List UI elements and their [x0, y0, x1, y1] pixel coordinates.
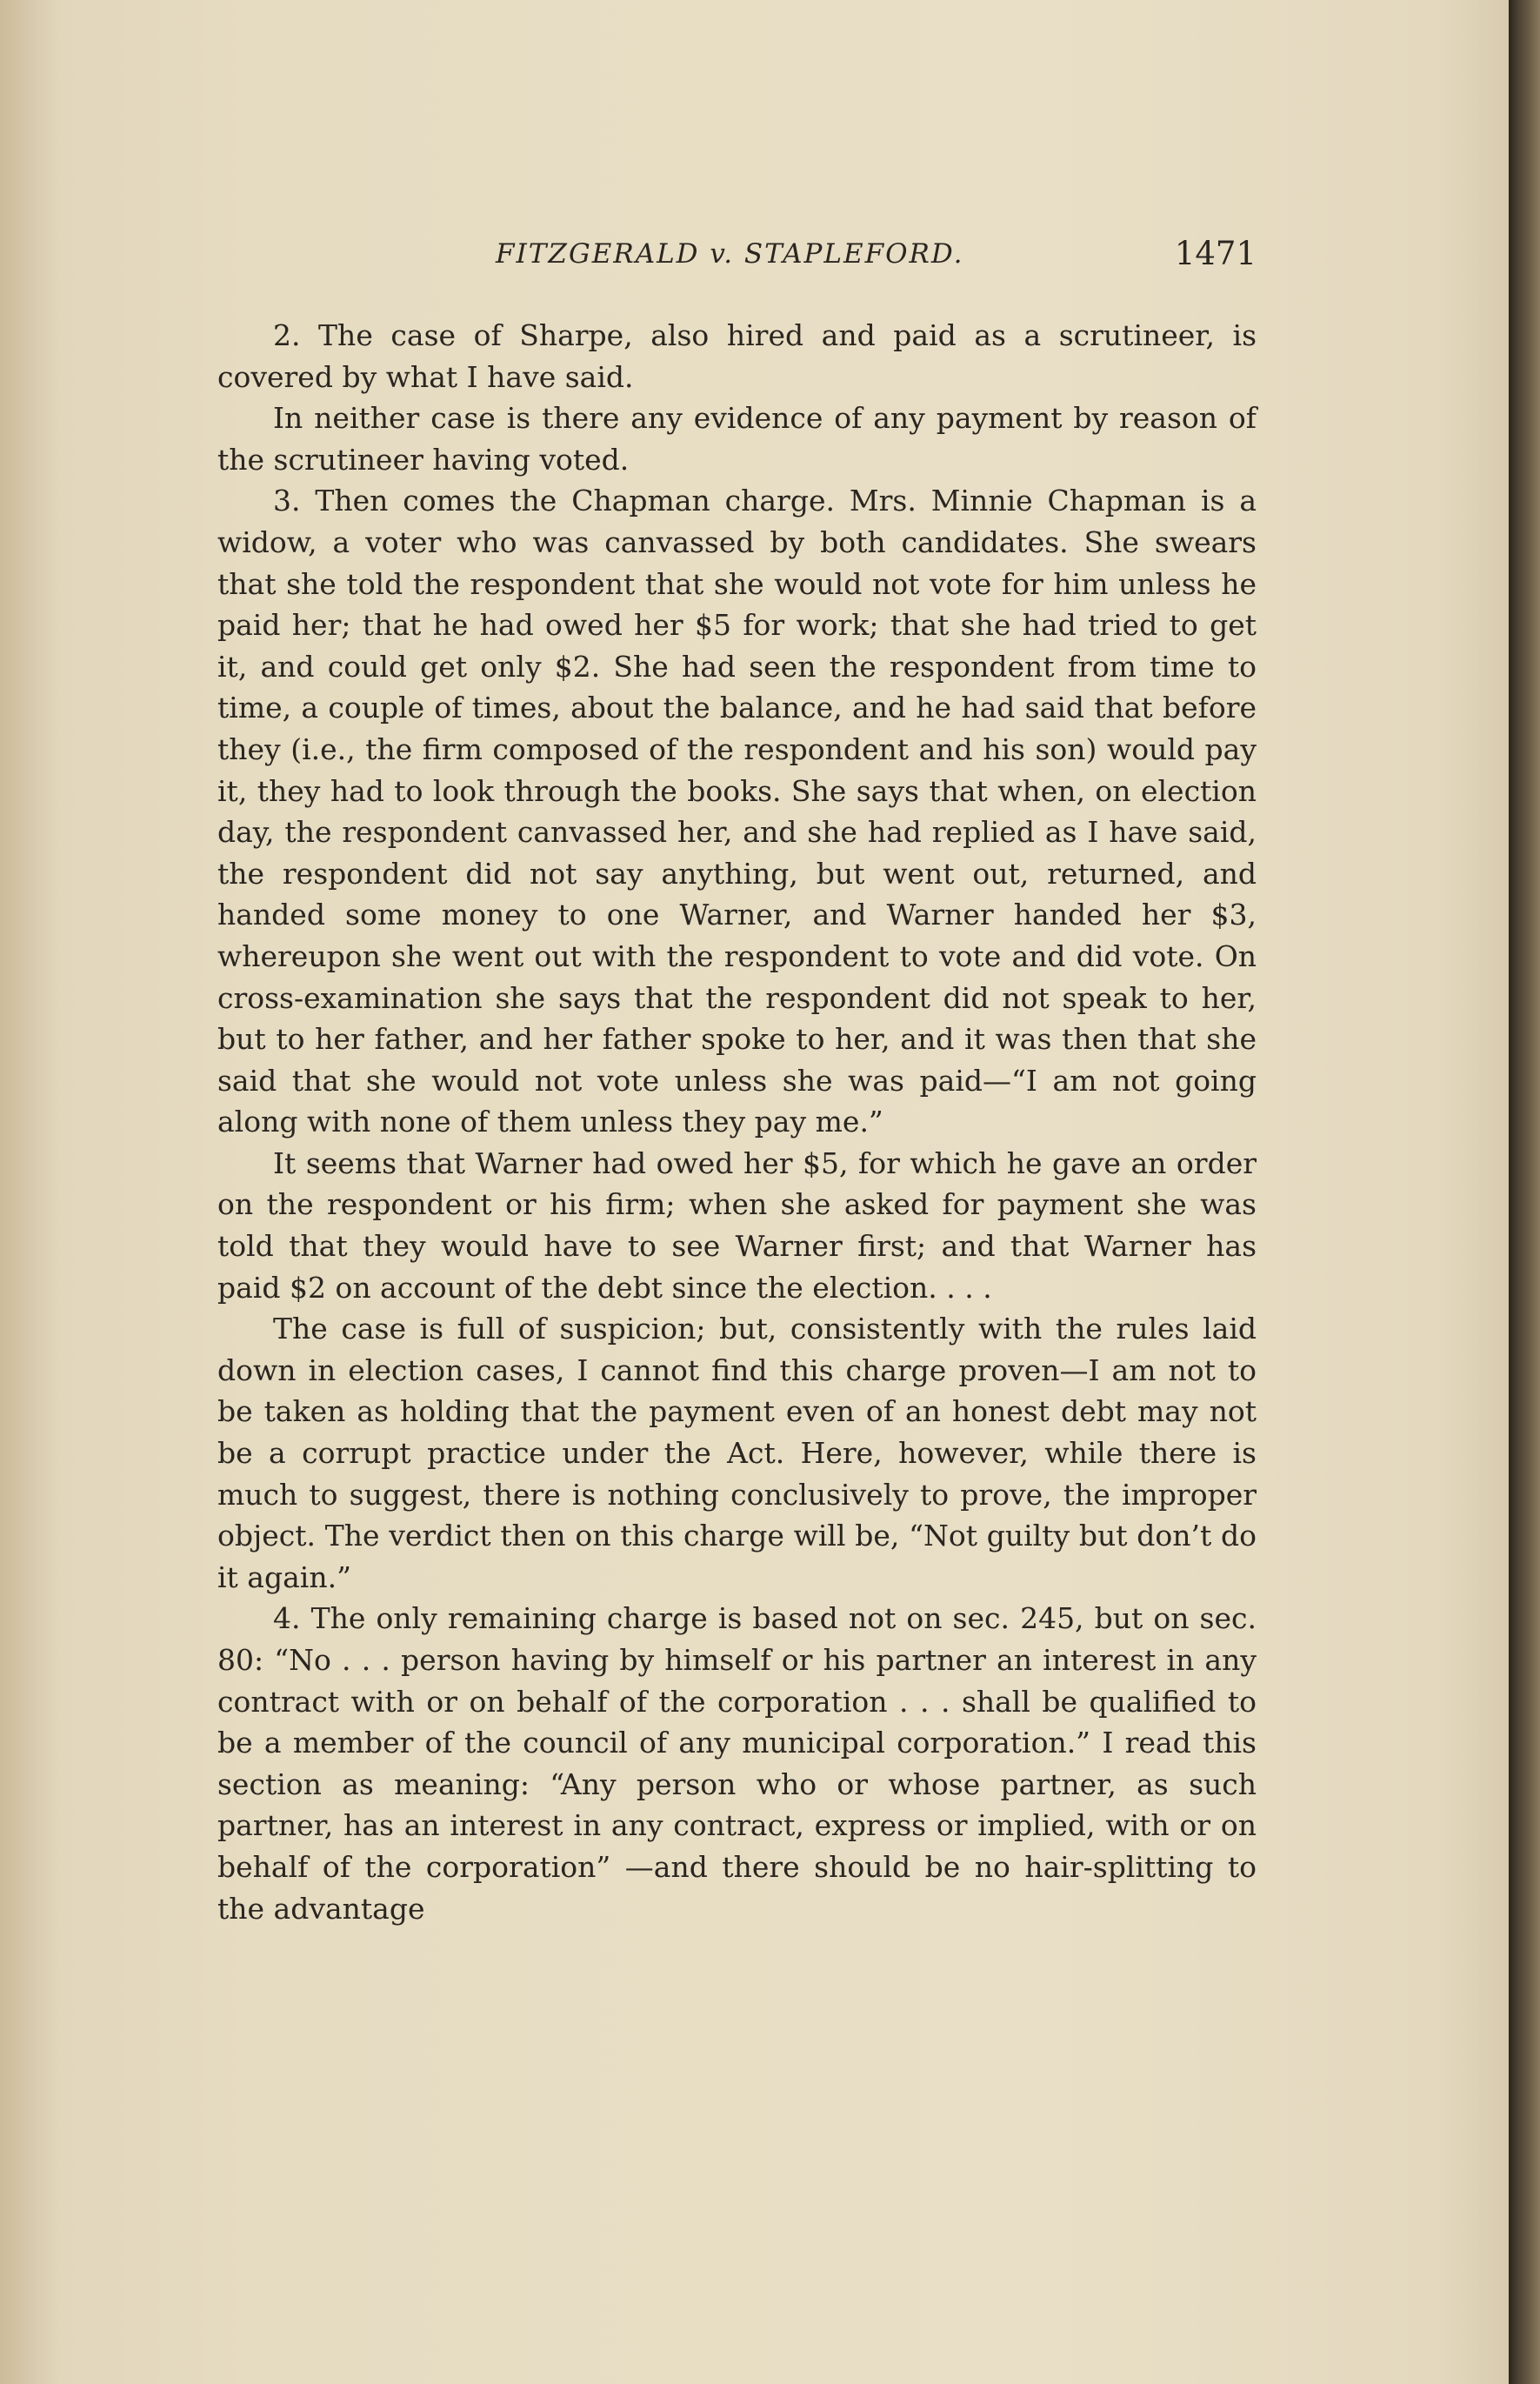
paragraph-verdict: The case is full of suspicion; but, consistently with the rules laid down in election cases, I cannot find this charge proven—I am not to be taken as holding that the payment even of an honest debt may not be a corrupt practice under the Act. Here, however, while there is much to suggest, there is nothing conclusively to prove, the improper object. The verdict then on this charge will be, “Not guilty but don’t do it again.” — [217, 1312, 1257, 1594]
paragraph-chapman-charge: 3. Then comes the Chapman charge. Mrs. Minnie Chapman is a widow, a voter who was canvassed by both candidates. She swears that she told the respondent that she would not vote for him unless he paid her; that he had owed her $5 for work; that she had tried to get it, and could get only $2. She had seen the respondent from time to time, a couple of times, about the balance, and he had said that before they (i.e., the firm composed of the respondent and his son) would pay it, they had to look through the books. She says that when, on election day, the respondent canvassed her, and she had replied as I have said, the respondent did not say anything, but went out, returned, and handed some money to one Warner, and Warner handed her $3, whereupon she went out with the respondent to vote and did vote. On cross-examination she says that the respondent did not speak to her, but to her father, and her father spoke to her, and it was then that she said that she would not vote unless she was paid—“I am not going along with none of them unless they pay me.” — [217, 484, 1257, 1139]
running-title: FITZGERALD v. STAPLEFORD. — [496, 238, 964, 270]
running-head — [217, 235, 1257, 287]
body-text — [217, 315, 1257, 1929]
paragraph-no-evidence: In neither case is there any evidence of any payment by reason of the scrutineer having voted. — [217, 401, 1257, 477]
paragraph-warner-debt: It seems that Warner had owed her $5, for which he gave an order on the respondent or his firm; when she asked for payment she was told that they would have to see Warner first; and that Warner has paid $2 on account of the debt since the election. . . . — [217, 1145, 1257, 1305]
page-number: 1471 — [1174, 235, 1257, 272]
paragraph-remaining-charge: 4. The only remaining charge is based not on sec. 245, but on sec. 80: “No . . . person having by himself or his partner an interest in any contract with or on behalf of the corporation . . . shall be qualified to be a member of the council of any municipal corporation.” I read this section as meaning: “Any person who or whose partner, as such partner, has an interest in any contract, express or implied, with or on behalf of the corporation” —and there should be no hair-splitting to the advantage — [217, 1601, 1257, 1926]
book-spine-edge — [1509, 0, 1540, 2384]
paragraph-sharpe-case: 2. The case of Sharpe, also hired and paid as a scrutineer, is covered by what I have said. — [217, 318, 1257, 394]
